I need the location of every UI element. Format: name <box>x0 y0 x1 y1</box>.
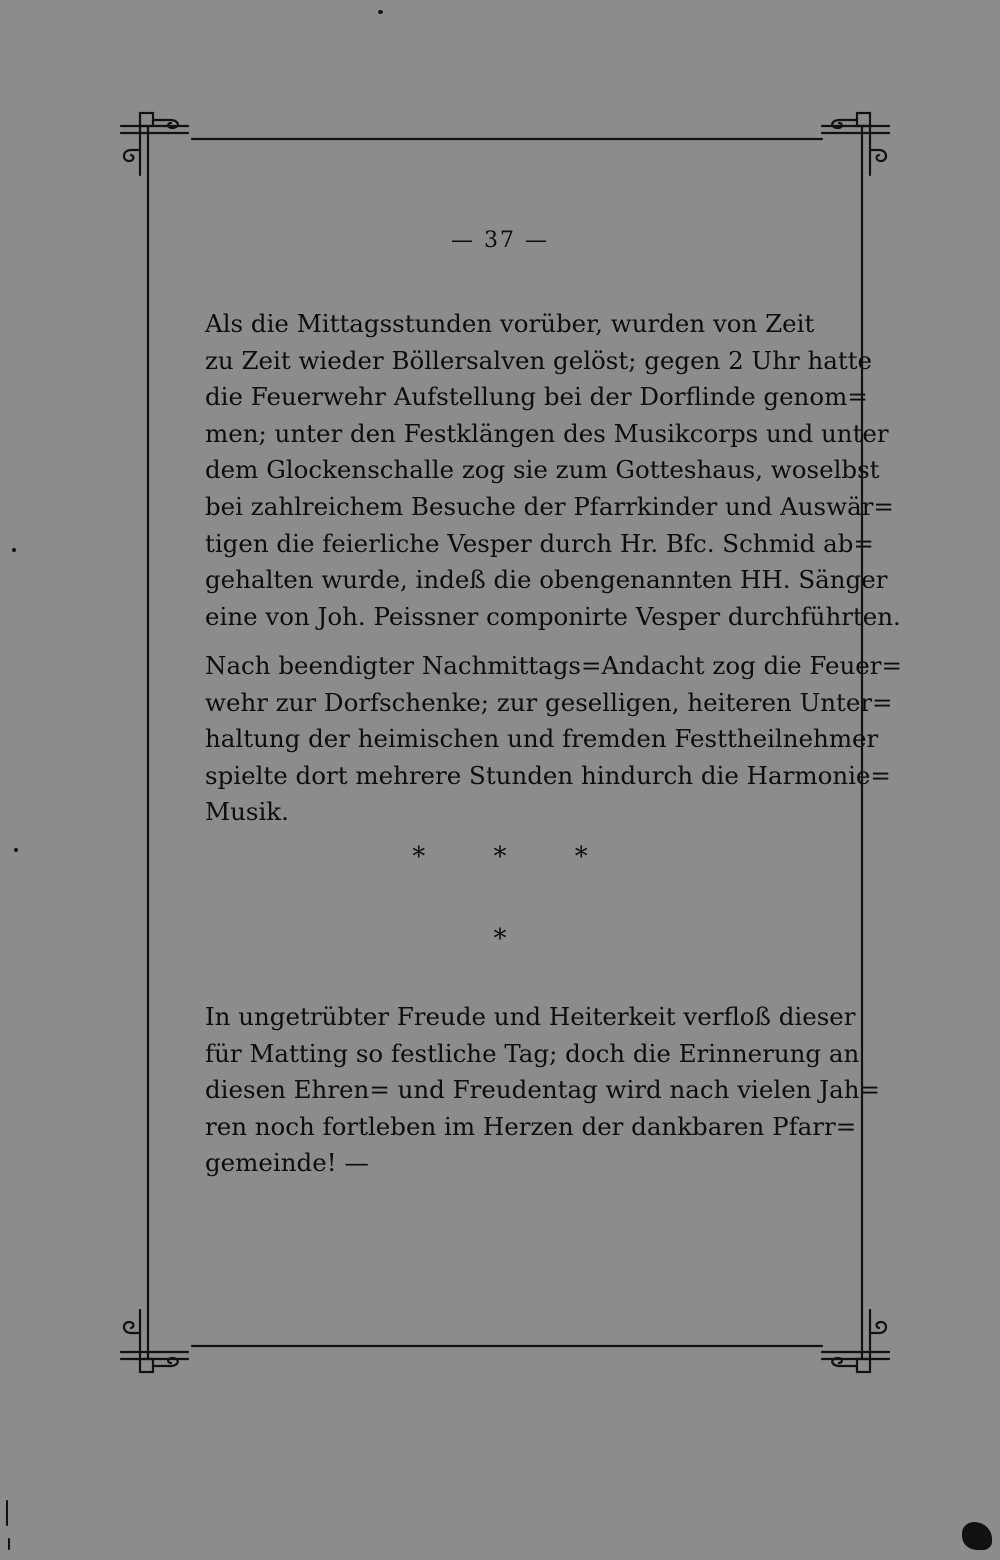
text-line: eine von Joh. Peissner componirte Vesper durchführten. <box>205 601 901 631</box>
text-line: Musik. <box>205 797 289 827</box>
text-line: haltung der heimischen und fremden Festtheilnehmer <box>205 724 879 754</box>
separator-single-star: * <box>493 924 507 954</box>
corner-ornament-bottom-right <box>822 1306 889 1372</box>
text-line: spielte dort mehrere Stunden hindurch die Harmonie= <box>205 760 891 790</box>
text-line: diesen Ehren= und Freudentag wird nach vielen Jah= <box>205 1075 881 1105</box>
separator-star: * <box>493 842 507 872</box>
scan-speck <box>6 1500 8 1526</box>
text-line: zu Zeit wieder Böllersalven gelöst; gegen 2 Uhr hatte <box>205 345 873 375</box>
text-line: Als die Mittagsstunden vorüber, wurden von Zeit <box>205 309 815 338</box>
text-line: wehr zur Dorfschenke; zur geselligen, heiteren Unter= <box>205 687 893 717</box>
section-separator-stars <box>0 842 1000 872</box>
text-line: die Feuerwehr Aufstellung bei der Dorflinde genom= <box>205 382 868 412</box>
text-line: dem Glockenschalle zog sie zum Gotteshaus, woselbst <box>205 455 880 485</box>
text-line: bei zahlreichem Besuche der Pfarrkinder und Auswär= <box>205 491 894 521</box>
corner-ornament-bottom-left <box>121 1306 188 1372</box>
scan-speck <box>12 548 16 552</box>
text-line: gehalten wurde, indeß die obengenannten HH. Sänger <box>205 565 888 595</box>
paragraph-1 <box>205 306 901 635</box>
scan-speck <box>378 10 383 14</box>
separator-star: * <box>412 842 426 872</box>
text-line: ren noch fortleben im Herzen der dankbaren Pfarr= <box>205 1111 857 1141</box>
text-line: gemeinde! — <box>205 1148 369 1178</box>
text-line: men; unter den Festklängen des Musikcorps und unter <box>205 418 889 448</box>
text-line: In ungetrübter Freude und Heiterkeit verfloß dieser <box>205 1002 856 1031</box>
separator-star: * <box>574 842 588 872</box>
text-line: Nach beendigter Nachmittags=Andacht zog die Feuer= <box>205 651 903 680</box>
page-number: — 37 — <box>451 228 549 253</box>
paragraph-2 <box>205 648 903 831</box>
text-line: für Matting so festliche Tag; doch die Erinnerung an <box>205 1038 860 1068</box>
scan-speck <box>8 1538 10 1550</box>
scan-speck <box>14 848 18 852</box>
paragraph-3 <box>205 999 881 1182</box>
corner-ornament-top-right <box>822 113 889 186</box>
text-line: tigen die feierliche Vesper durch Hr. Bfc. Schmid ab= <box>205 528 874 558</box>
corner-ornament-top-left <box>121 113 188 186</box>
